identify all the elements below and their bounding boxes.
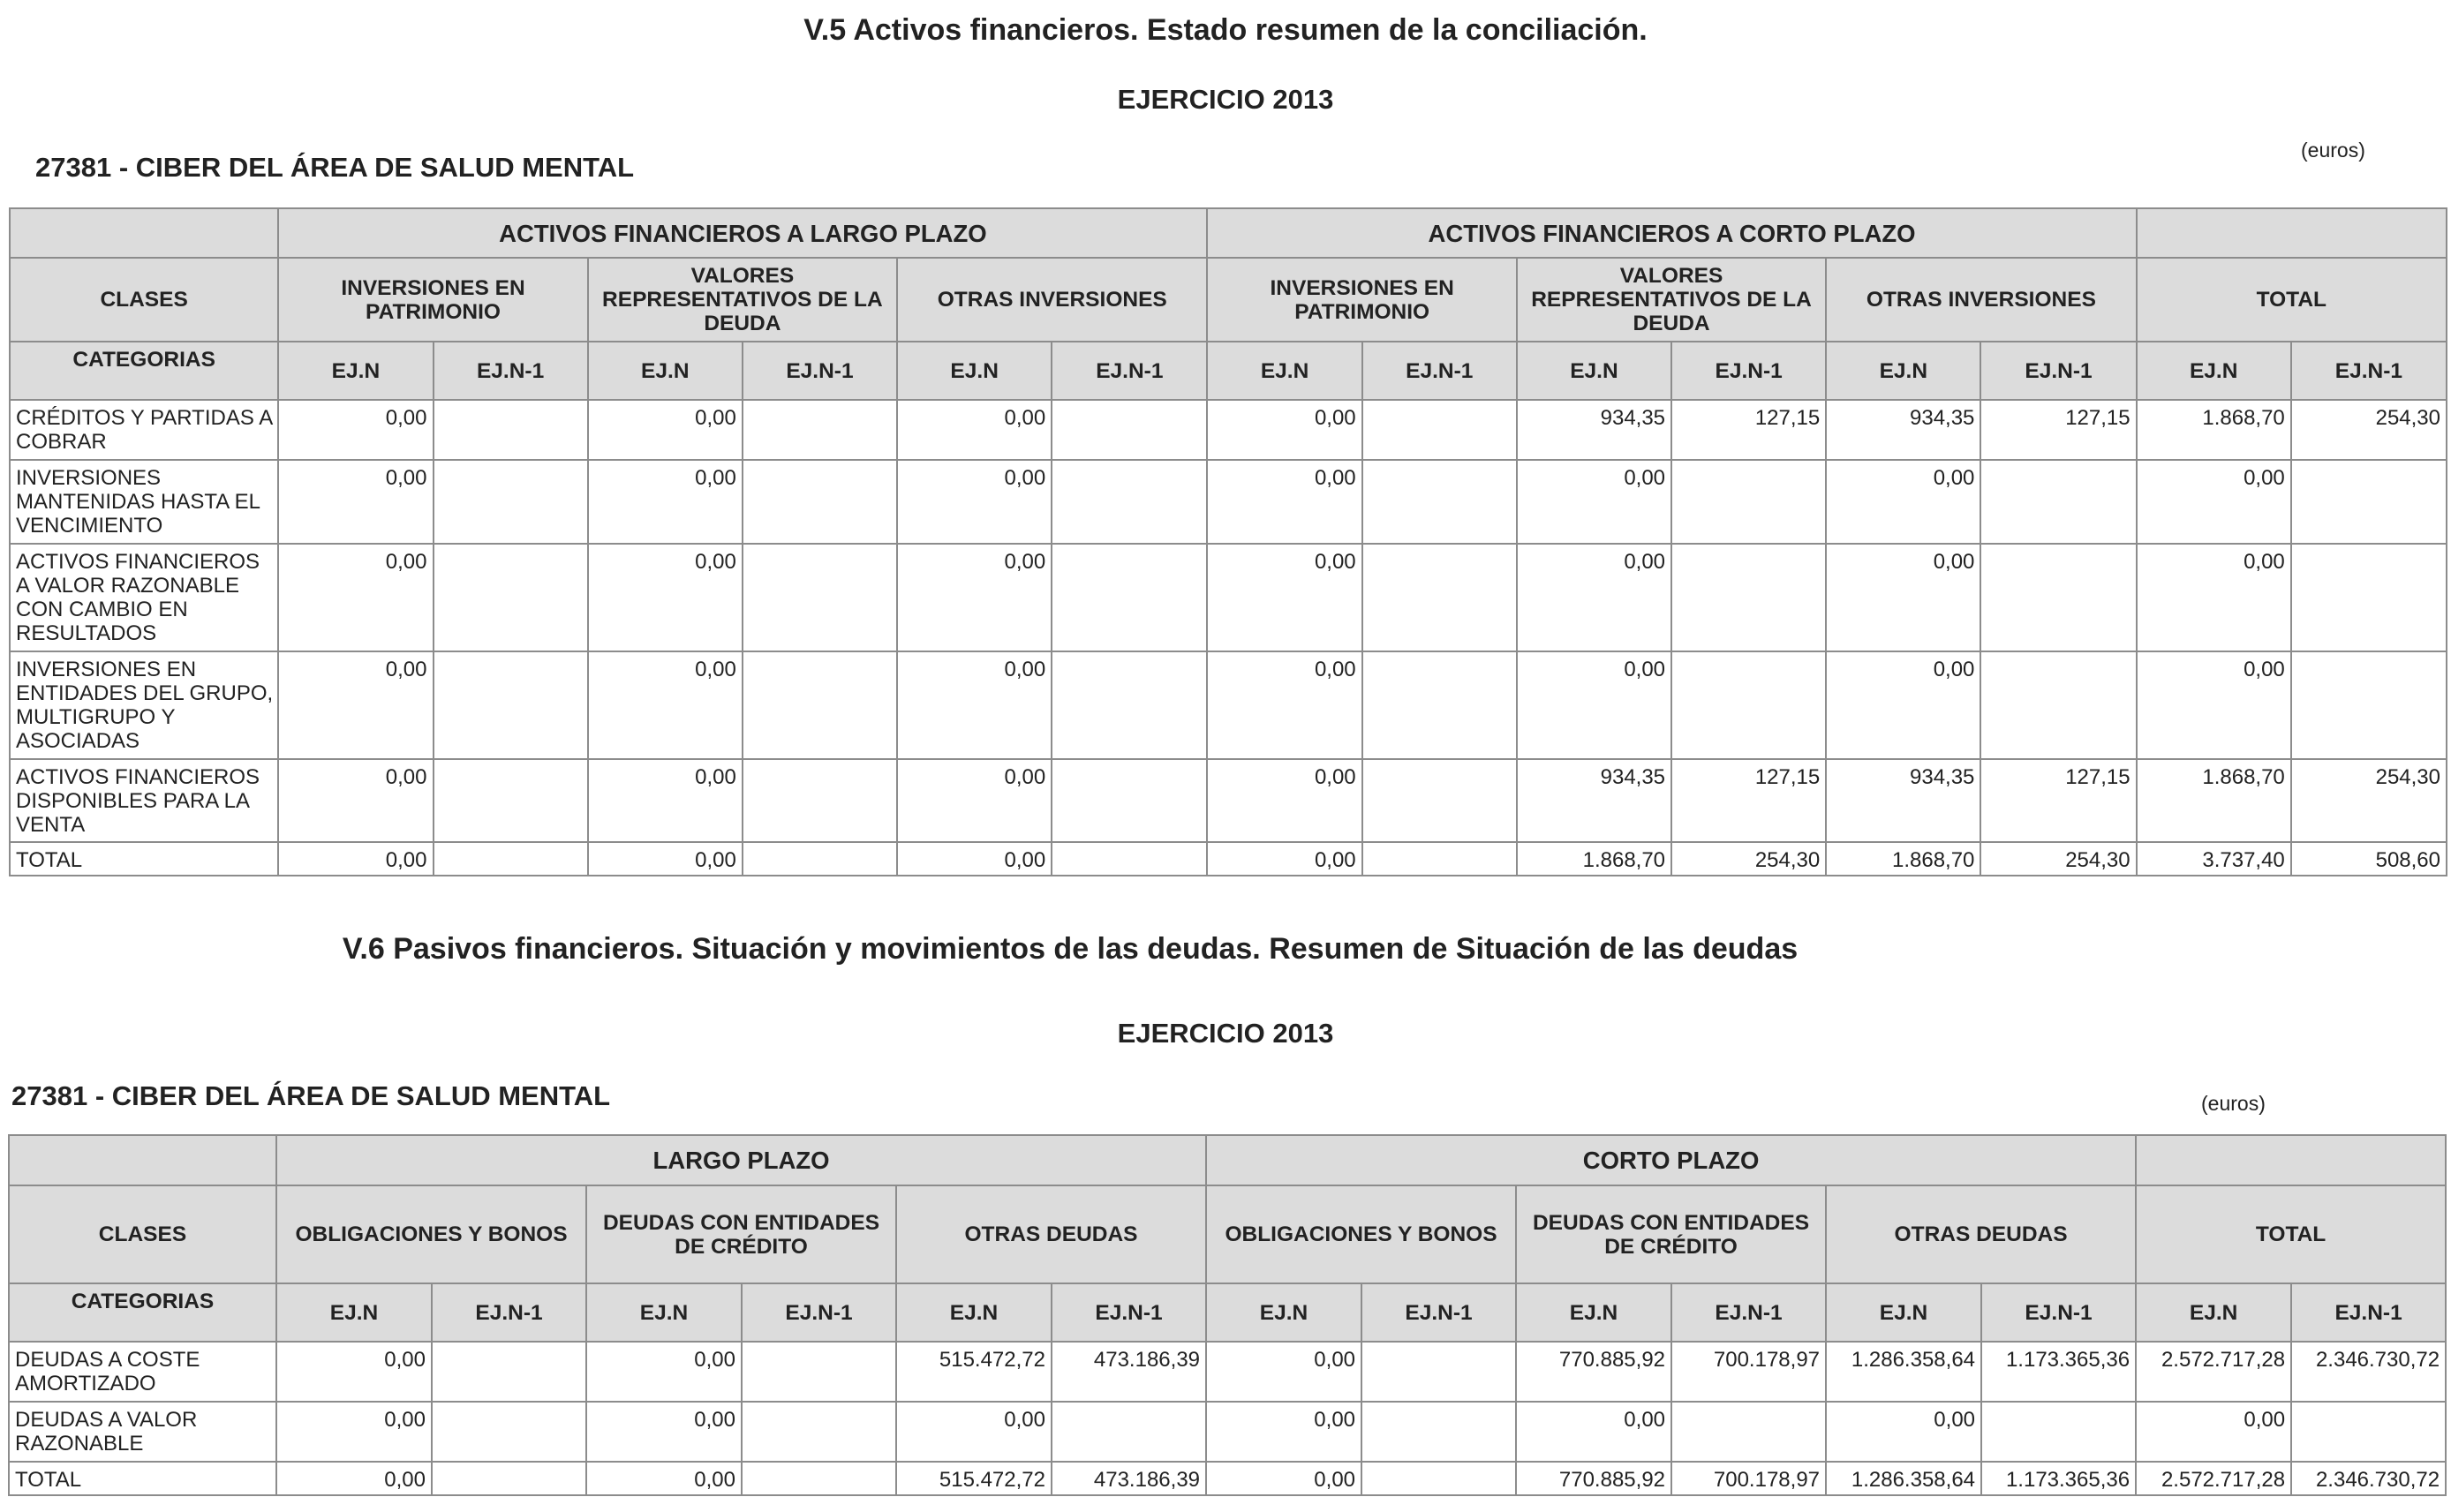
section1-year: EJERCICIO 2013 — [1117, 84, 1334, 115]
value-cell: 1.286.358,64 — [1826, 1342, 1981, 1402]
value-cell — [743, 460, 897, 544]
value-cell — [1980, 460, 2136, 544]
col-ejn: EJ.N — [1516, 1283, 1671, 1342]
value-cell — [1361, 1342, 1516, 1402]
value-cell: 254,30 — [1980, 842, 2136, 876]
row-label: ACTIVOS FINANCIEROS A VALOR RAZONABLE CON CAMBIO EN RESULTADOS — [10, 544, 278, 651]
value-cell — [434, 400, 588, 460]
value-cell — [434, 651, 588, 759]
clases-header: CLASES — [9, 1185, 276, 1283]
value-cell: 127,15 — [1980, 759, 2136, 842]
value-cell: 0,00 — [1207, 759, 1361, 842]
header-total: TOTAL — [2137, 258, 2447, 342]
col-ejn: EJ.N — [897, 342, 1052, 400]
corner-cell — [9, 1135, 276, 1185]
value-cell: 127,15 — [1671, 400, 1826, 460]
value-cell — [743, 759, 897, 842]
section2-title: V.6 Pasivos financieros. Situación y movimientos de las deudas. Resumen de Situación de las deudas — [342, 932, 1799, 966]
value-cell — [1671, 460, 1826, 544]
value-cell: 0,00 — [1516, 1402, 1671, 1462]
value-cell — [1980, 651, 2136, 759]
value-cell: 0,00 — [276, 1342, 432, 1402]
value-cell — [742, 1342, 896, 1402]
value-cell: 0,00 — [278, 759, 433, 842]
col-ejn: EJ.N — [278, 342, 433, 400]
value-cell — [1361, 1402, 1516, 1462]
value-cell: 0,00 — [278, 842, 433, 876]
value-cell: 0,00 — [586, 1462, 742, 1495]
value-cell: 127,15 — [1671, 759, 1826, 842]
group-total-blank — [2136, 1135, 2446, 1185]
value-cell: 0,00 — [1517, 651, 1671, 759]
value-cell: 254,30 — [1671, 842, 1826, 876]
value-cell: 515.472,72 — [896, 1342, 1052, 1402]
col-ejn1: EJ.N-1 — [742, 1283, 896, 1342]
col-ejn1: EJ.N-1 — [434, 342, 588, 400]
value-cell — [2291, 651, 2447, 759]
value-cell: 0,00 — [1206, 1342, 1361, 1402]
value-cell — [434, 759, 588, 842]
row-label: TOTAL — [10, 842, 278, 876]
value-cell: 0,00 — [1517, 544, 1671, 651]
row-label: INVERSIONES EN ENTIDADES DEL GRUPO, MULTIGRUPO Y ASOCIADAS — [10, 651, 278, 759]
col-ejn1: EJ.N-1 — [2291, 342, 2447, 400]
value-cell — [1361, 1462, 1516, 1495]
section2-year: EJERCICIO 2013 — [1117, 1018, 1334, 1049]
header-lp-col3: OTRAS INVERSIONES — [897, 258, 1207, 342]
value-cell: 0,00 — [897, 759, 1052, 842]
value-cell — [2291, 1402, 2446, 1462]
row-label: DEUDAS A COSTE AMORTIZADO — [9, 1342, 276, 1402]
value-cell: 254,30 — [2291, 759, 2447, 842]
value-cell — [1052, 400, 1207, 460]
col-ejn1: EJ.N-1 — [1981, 1283, 2136, 1342]
value-cell: 473.186,39 — [1052, 1342, 1206, 1402]
value-cell: 934,35 — [1826, 400, 1980, 460]
value-cell: 0,00 — [897, 400, 1052, 460]
value-cell — [434, 460, 588, 544]
value-cell: 0,00 — [278, 544, 433, 651]
section2-unit: (euros) — [2201, 1092, 2266, 1115]
row-label: CRÉDITOS Y PARTIDAS A COBRAR — [10, 400, 278, 460]
col-ejn1: EJ.N-1 — [1362, 342, 1517, 400]
header-lp-col3: OTRAS DEUDAS — [896, 1185, 1206, 1283]
value-cell — [432, 1342, 586, 1402]
col-ejn: EJ.N — [1517, 342, 1671, 400]
row-label: ACTIVOS FINANCIEROS DISPONIBLES PARA LA VENTA — [10, 759, 278, 842]
table-row — [10, 759, 2447, 842]
value-cell: 770.885,92 — [1516, 1342, 1671, 1402]
value-cell — [743, 651, 897, 759]
value-cell: 0,00 — [1826, 1402, 1981, 1462]
header-cp-col3: OTRAS INVERSIONES — [1826, 258, 2136, 342]
section1-title: V.5 Activos financieros. Estado resumen de la conciliación. — [803, 13, 1648, 47]
value-cell — [1671, 651, 1826, 759]
header-lp-col2: VALORES REPRESENTATIVOS DE LA DEUDA — [588, 258, 897, 342]
header-cp-col1: INVERSIONES EN PATRIMONIO — [1207, 258, 1516, 342]
table-row — [9, 1342, 2446, 1402]
value-cell: 0,00 — [588, 759, 743, 842]
table-row — [9, 1402, 2446, 1462]
value-cell: 0,00 — [278, 460, 433, 544]
value-cell: 1.868,70 — [2137, 400, 2291, 460]
value-cell: 0,00 — [278, 651, 433, 759]
table-row — [9, 1462, 2446, 1495]
value-cell — [743, 544, 897, 651]
value-cell — [2291, 544, 2447, 651]
financial-assets-table — [9, 207, 2447, 876]
value-cell: 0,00 — [897, 842, 1052, 876]
section1-unit: (euros) — [2301, 139, 2365, 162]
value-cell: 0,00 — [588, 544, 743, 651]
header-lp-col1: OBLIGACIONES Y BONOS — [276, 1185, 586, 1283]
header-cp-col2: DEUDAS CON ENTIDADES DE CRÉDITO — [1516, 1185, 1826, 1283]
header-cp-col2: VALORES REPRESENTATIVOS DE LA DEUDA — [1517, 258, 1826, 342]
value-cell — [2291, 460, 2447, 544]
row-label: DEUDAS A VALOR RAZONABLE — [9, 1402, 276, 1462]
col-ejn1: EJ.N-1 — [743, 342, 897, 400]
value-cell — [742, 1402, 896, 1462]
value-cell: 473.186,39 — [1052, 1462, 1206, 1495]
col-ejn: EJ.N — [586, 1283, 742, 1342]
value-cell: 0,00 — [1826, 544, 1980, 651]
value-cell: 934,35 — [1826, 759, 1980, 842]
categorias-header: CATEGORIAS — [9, 1283, 276, 1342]
header-lp-col1: INVERSIONES EN PATRIMONIO — [278, 258, 587, 342]
value-cell: 2.346.730,72 — [2291, 1342, 2446, 1402]
table-row — [10, 651, 2447, 759]
col-ejn1: EJ.N-1 — [1671, 342, 1826, 400]
col-ejn: EJ.N — [1826, 342, 1980, 400]
value-cell: 0,00 — [2137, 651, 2291, 759]
value-cell: 0,00 — [897, 544, 1052, 651]
financial-liabilities-table — [8, 1134, 2447, 1496]
header-cp-col3: OTRAS DEUDAS — [1826, 1185, 2136, 1283]
value-cell: 1.868,70 — [1826, 842, 1980, 876]
value-cell: 700.178,97 — [1671, 1342, 1826, 1402]
value-cell: 515.472,72 — [896, 1462, 1052, 1495]
value-cell — [1362, 842, 1517, 876]
value-cell: 0,00 — [1207, 544, 1361, 651]
col-ejn1: EJ.N-1 — [1361, 1283, 1516, 1342]
col-ejn: EJ.N — [276, 1283, 432, 1342]
value-cell: 0,00 — [1207, 842, 1361, 876]
value-cell: 2.572.717,28 — [2136, 1342, 2291, 1402]
value-cell — [1362, 460, 1517, 544]
value-cell: 934,35 — [1517, 759, 1671, 842]
value-cell — [434, 842, 588, 876]
value-cell: 0,00 — [588, 842, 743, 876]
col-ejn: EJ.N — [1826, 1283, 1981, 1342]
value-cell: 0,00 — [586, 1342, 742, 1402]
value-cell — [1052, 1402, 1206, 1462]
value-cell: 1.286.358,64 — [1826, 1462, 1981, 1495]
value-cell: 1.173.365,36 — [1981, 1342, 2136, 1402]
value-cell — [432, 1402, 586, 1462]
value-cell: 0,00 — [897, 651, 1052, 759]
value-cell: 1.868,70 — [2137, 759, 2291, 842]
value-cell: 1.173.365,36 — [1981, 1462, 2136, 1495]
value-cell — [1671, 1402, 1826, 1462]
value-cell: 700.178,97 — [1671, 1462, 1826, 1495]
value-cell: 0,00 — [897, 460, 1052, 544]
value-cell — [1981, 1402, 2136, 1462]
col-ejn: EJ.N — [1207, 342, 1361, 400]
value-cell: 770.885,92 — [1516, 1462, 1671, 1495]
group-total-blank — [2137, 208, 2447, 258]
value-cell: 127,15 — [1980, 400, 2136, 460]
value-cell — [742, 1462, 896, 1495]
value-cell: 0,00 — [1206, 1462, 1361, 1495]
col-ejn1: EJ.N-1 — [1980, 342, 2136, 400]
value-cell: 0,00 — [1207, 400, 1361, 460]
value-cell: 0,00 — [1207, 460, 1361, 544]
value-cell: 0,00 — [276, 1462, 432, 1495]
header-lp-col2: DEUDAS CON ENTIDADES DE CRÉDITO — [586, 1185, 896, 1283]
table-row — [10, 842, 2447, 876]
group-short-term: ACTIVOS FINANCIEROS A CORTO PLAZO — [1207, 208, 2136, 258]
value-cell: 0,00 — [278, 400, 433, 460]
value-cell: 934,35 — [1517, 400, 1671, 460]
clases-header: CLASES — [10, 258, 278, 342]
col-ejn1: EJ.N-1 — [1052, 342, 1207, 400]
value-cell: 0,00 — [1207, 651, 1361, 759]
value-cell: 0,00 — [2137, 544, 2291, 651]
col-ejn1: EJ.N-1 — [1671, 1283, 1826, 1342]
value-cell: 0,00 — [1206, 1402, 1361, 1462]
group-long-term: ACTIVOS FINANCIEROS A LARGO PLAZO — [278, 208, 1207, 258]
value-cell: 0,00 — [1826, 460, 1980, 544]
col-ejn: EJ.N — [588, 342, 743, 400]
value-cell: 254,30 — [2291, 400, 2447, 460]
value-cell — [1362, 400, 1517, 460]
table-row — [10, 400, 2447, 460]
value-cell: 0,00 — [276, 1402, 432, 1462]
value-cell: 2.346.730,72 — [2291, 1462, 2446, 1495]
value-cell: 0,00 — [588, 460, 743, 544]
col-ejn: EJ.N — [2137, 342, 2291, 400]
value-cell: 3.737,40 — [2137, 842, 2291, 876]
section2-entity: 27381 - CIBER DEL ÁREA DE SALUD MENTAL — [11, 1080, 611, 1111]
table-row — [10, 544, 2447, 651]
categorias-header: CATEGORIAS — [10, 342, 278, 400]
col-ejn1: EJ.N-1 — [1052, 1283, 1206, 1342]
col-ejn: EJ.N — [2136, 1283, 2291, 1342]
row-label: INVERSIONES MANTENIDAS HASTA EL VENCIMIENTO — [10, 460, 278, 544]
value-cell — [1052, 759, 1207, 842]
table-row — [10, 460, 2447, 544]
value-cell: 0,00 — [896, 1402, 1052, 1462]
value-cell — [1671, 544, 1826, 651]
header-cp-col1: OBLIGACIONES Y BONOS — [1206, 1185, 1516, 1283]
value-cell: 0,00 — [2137, 460, 2291, 544]
col-ejn1: EJ.N-1 — [2291, 1283, 2446, 1342]
col-ejn: EJ.N — [1206, 1283, 1361, 1342]
value-cell — [1362, 759, 1517, 842]
value-cell — [434, 544, 588, 651]
row-label: TOTAL — [9, 1462, 276, 1495]
value-cell: 1.868,70 — [1517, 842, 1671, 876]
value-cell: 0,00 — [1826, 651, 1980, 759]
value-cell: 0,00 — [588, 651, 743, 759]
value-cell: 0,00 — [586, 1402, 742, 1462]
value-cell: 508,60 — [2291, 842, 2447, 876]
col-ejn1: EJ.N-1 — [432, 1283, 586, 1342]
value-cell: 0,00 — [588, 400, 743, 460]
value-cell — [1052, 651, 1207, 759]
group-long-term: LARGO PLAZO — [276, 1135, 1206, 1185]
value-cell — [743, 842, 897, 876]
group-short-term: CORTO PLAZO — [1206, 1135, 2136, 1185]
value-cell — [1052, 460, 1207, 544]
value-cell — [1362, 651, 1517, 759]
header-total: TOTAL — [2136, 1185, 2446, 1283]
value-cell: 0,00 — [1517, 460, 1671, 544]
value-cell — [432, 1462, 586, 1495]
col-ejn: EJ.N — [896, 1283, 1052, 1342]
value-cell: 0,00 — [2136, 1402, 2291, 1462]
value-cell — [1052, 544, 1207, 651]
value-cell — [743, 400, 897, 460]
value-cell — [1362, 544, 1517, 651]
value-cell: 2.572.717,28 — [2136, 1462, 2291, 1495]
value-cell — [1052, 842, 1207, 876]
corner-cell — [10, 208, 278, 258]
section1-entity: 27381 - CIBER DEL ÁREA DE SALUD MENTAL — [35, 152, 635, 183]
value-cell — [1980, 544, 2136, 651]
